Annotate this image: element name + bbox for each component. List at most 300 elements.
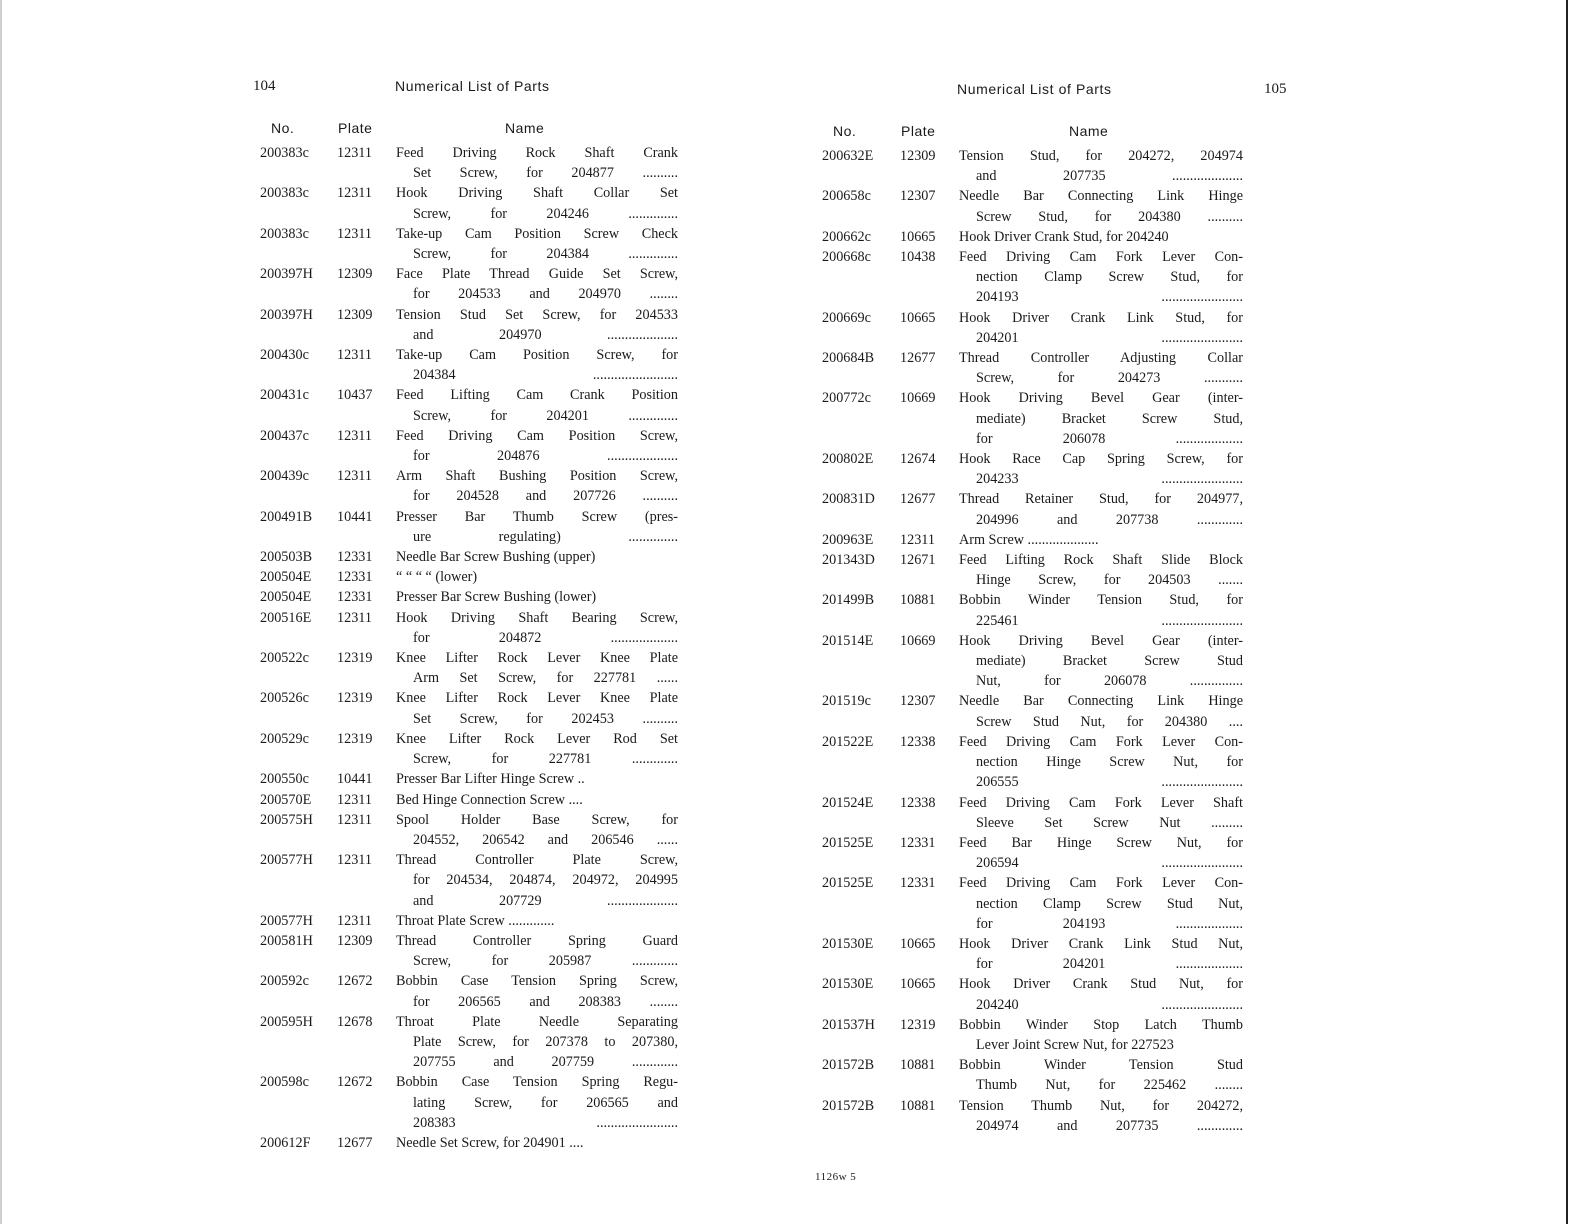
part-name-line: 204193 ....................... bbox=[976, 289, 1243, 306]
part-name-line: Screw, for 204246 .............. bbox=[413, 205, 678, 222]
table-row bbox=[260, 1012, 678, 1073]
column-header-name: Name bbox=[1069, 123, 1109, 139]
part-name-line: Tension Stud Set Screw, for 204533 bbox=[396, 306, 678, 323]
table-row bbox=[260, 810, 678, 850]
part-name-line: nection Clamp Screw Stud, for bbox=[976, 269, 1243, 286]
parts-list bbox=[260, 143, 678, 1153]
part-name-line: for 204533 and 204970 ........ bbox=[413, 286, 678, 303]
part-name-line: Bobbin Winder Tension Stud bbox=[959, 1057, 1243, 1074]
part-number: 200684B bbox=[822, 350, 875, 367]
column-header-name: Name bbox=[505, 120, 545, 136]
plate-number: 12311 bbox=[337, 185, 372, 202]
part-name-line: and 207729 .................... bbox=[413, 892, 678, 909]
part-name bbox=[396, 688, 678, 728]
plate-number: 12677 bbox=[337, 1134, 373, 1151]
part-name-line: Feed Driving Cam Fork Lever Shaft bbox=[959, 794, 1243, 811]
table-row bbox=[822, 590, 1243, 630]
plate-number: 12331 bbox=[337, 589, 373, 606]
part-name bbox=[959, 873, 1243, 934]
part-name-line: Feed Driving Cam Position Screw, bbox=[396, 427, 678, 444]
part-name-line: Thread Retainer Stud, for 204977, bbox=[959, 491, 1243, 508]
part-name bbox=[959, 348, 1243, 388]
table-row bbox=[822, 227, 1243, 247]
part-name-line: Sleeve Set Screw Nut ......... bbox=[976, 814, 1243, 831]
plate-number: 10665 bbox=[900, 309, 936, 326]
table-row bbox=[822, 348, 1243, 388]
part-name bbox=[396, 971, 678, 1011]
plate-number: 12311 bbox=[337, 347, 372, 364]
table-row bbox=[260, 264, 678, 304]
table-row bbox=[822, 308, 1243, 348]
table-row bbox=[260, 567, 678, 587]
part-name bbox=[396, 183, 678, 223]
plate-number: 12331 bbox=[900, 875, 936, 892]
part-name-line: Thread Controller Adjusting Collar bbox=[959, 350, 1243, 367]
part-name-line: Feed Driving Rock Shaft Crank bbox=[396, 145, 678, 161]
plate-number: 10881 bbox=[900, 1097, 936, 1114]
part-number: 200516E bbox=[260, 609, 312, 626]
part-name-line: Set Screw, for 204877 .......... bbox=[413, 165, 678, 182]
part-number: 200802E bbox=[822, 451, 874, 468]
plate-number: 12309 bbox=[900, 148, 936, 164]
part-name bbox=[959, 833, 1243, 873]
plate-number: 10437 bbox=[337, 387, 373, 404]
table-row bbox=[822, 974, 1243, 1014]
table-row bbox=[822, 1055, 1243, 1095]
part-number: 200529c bbox=[260, 730, 309, 747]
part-name-line: for 204193 ................... bbox=[976, 915, 1243, 932]
table-row bbox=[260, 305, 678, 345]
part-name-line: mediate) Bracket Screw Stud bbox=[976, 653, 1243, 670]
part-name bbox=[396, 264, 678, 304]
part-number: 201519c bbox=[822, 693, 871, 710]
page-title: Numerical List of Parts bbox=[957, 81, 1112, 97]
part-number: 200577H bbox=[260, 912, 313, 929]
part-name bbox=[959, 590, 1243, 630]
table-row bbox=[260, 931, 678, 971]
table-row bbox=[822, 631, 1243, 692]
part-name-line: Feed Driving Cam Fork Lever Con- bbox=[959, 733, 1243, 750]
part-name bbox=[396, 426, 678, 466]
part-number: 200662c bbox=[822, 228, 871, 245]
part-number: 200831D bbox=[822, 491, 875, 508]
part-name-line: Spool Holder Base Screw, for bbox=[396, 811, 678, 828]
part-name-line: for 204528 and 207726 .......... bbox=[413, 488, 678, 505]
part-name-line: Hook Driver Crank Stud, for 204240 bbox=[959, 228, 1169, 245]
part-name bbox=[959, 631, 1243, 692]
part-name bbox=[396, 1072, 678, 1133]
table-row bbox=[822, 530, 1243, 550]
part-name-line: Screw, for 204384 .............. bbox=[413, 246, 678, 263]
part-number: 200595H bbox=[260, 1013, 313, 1030]
part-number: 200632E bbox=[822, 148, 874, 164]
part-name-line: for 204534, 204874, 204972, 204995 bbox=[413, 872, 678, 889]
part-name-line: Hook Driving Bevel Gear (inter- bbox=[959, 632, 1243, 649]
part-name-line: Bobbin Winder Stop Latch Thumb bbox=[959, 1016, 1243, 1033]
part-name-line: Presser Bar Screw Bushing (lower) bbox=[396, 589, 597, 606]
part-number: 201572B bbox=[822, 1097, 875, 1114]
plate-number: 12307 bbox=[900, 188, 936, 205]
part-name-line: nection Hinge Screw Nut, for bbox=[976, 754, 1243, 771]
table-row bbox=[822, 388, 1243, 449]
part-name-line: Feed Driving Cam Fork Lever Con- bbox=[959, 249, 1243, 266]
part-number: 200598c bbox=[260, 1074, 309, 1091]
part-name bbox=[396, 729, 678, 769]
part-name-line: Bobbin Case Tension Spring Regu- bbox=[396, 1074, 678, 1091]
part-number: 200668c bbox=[822, 249, 871, 266]
part-name-line: Hook Driving Shaft Bearing Screw, bbox=[396, 609, 678, 626]
part-name-line: Throat Plate Screw ............. bbox=[396, 912, 555, 929]
part-number: 200522c bbox=[260, 650, 309, 667]
part-name-line: Hook Driving Bevel Gear (inter- bbox=[959, 390, 1243, 407]
part-number: 201522E bbox=[822, 733, 874, 750]
part-name bbox=[396, 345, 678, 385]
part-name bbox=[396, 1012, 678, 1073]
plate-number: 12338 bbox=[900, 733, 936, 750]
plate-number: 12331 bbox=[337, 569, 373, 586]
part-name bbox=[396, 931, 678, 971]
part-name bbox=[959, 732, 1243, 793]
part-name bbox=[959, 247, 1243, 308]
part-name-line: Hook Race Cap Spring Screw, for bbox=[959, 451, 1243, 468]
table-row bbox=[260, 850, 678, 911]
part-number: 201499B bbox=[822, 592, 875, 609]
page-number: 104 bbox=[253, 78, 276, 94]
part-name-line: Plate Screw, for 207378 to 207380, bbox=[413, 1033, 678, 1050]
part-number: 200503B bbox=[260, 549, 313, 566]
part-name-line: Feed Driving Cam Fork Lever Con- bbox=[959, 875, 1243, 892]
plate-number: 12319 bbox=[337, 730, 373, 747]
part-name-line: Needle Set Screw, for 204901 .... bbox=[396, 1134, 584, 1151]
table-row bbox=[260, 143, 678, 183]
parts-list bbox=[822, 146, 1243, 1136]
table-row bbox=[260, 587, 678, 607]
part-name bbox=[396, 385, 678, 425]
plate-number: 12311 bbox=[337, 609, 372, 626]
table-row bbox=[260, 971, 678, 1011]
plate-number: 12311 bbox=[337, 791, 372, 808]
part-name bbox=[959, 934, 1243, 974]
part-number: 200550c bbox=[260, 771, 309, 788]
part-name bbox=[959, 186, 1243, 226]
part-name-line: Throat Plate Needle Separating bbox=[396, 1013, 678, 1030]
part-name bbox=[396, 466, 678, 506]
part-name-line: Screw, for 205987 ............. bbox=[413, 953, 678, 970]
part-name-line: 204240 ....................... bbox=[976, 996, 1243, 1013]
part-name-line: Needle Bar Connecting Link Hinge bbox=[959, 693, 1243, 710]
plate-number: 12309 bbox=[337, 932, 373, 949]
part-name-line: 208383 ....................... bbox=[413, 1114, 678, 1131]
part-number: 201530E bbox=[822, 935, 874, 952]
part-name-line: Face Plate Thread Guide Set Screw, bbox=[396, 266, 678, 283]
part-number: 200772c bbox=[822, 390, 871, 407]
part-name-line: Bobbin Case Tension Spring Screw, bbox=[396, 973, 678, 990]
part-name-line: Lever Joint Screw Nut, for 227523 bbox=[976, 1036, 1174, 1053]
table-row bbox=[822, 1096, 1243, 1136]
plate-number: 12678 bbox=[337, 1013, 373, 1030]
plate-number: 12311 bbox=[337, 468, 372, 485]
table-row bbox=[260, 224, 678, 264]
plate-number: 12672 bbox=[337, 1074, 373, 1091]
part-name bbox=[959, 530, 1243, 550]
part-name-line: ure regulating) .............. bbox=[413, 528, 678, 545]
part-number: 201514E bbox=[822, 632, 874, 649]
part-name-line: Screw Stud, for 204380 .......... bbox=[976, 208, 1243, 225]
part-name-line: “ “ “ “ (lower) bbox=[396, 569, 478, 586]
part-name-line: for 206078 ................... bbox=[976, 430, 1243, 447]
part-name-line: Hook Driver Crank Stud Nut, for bbox=[959, 976, 1243, 993]
table-row bbox=[260, 183, 678, 223]
part-number: 201525E bbox=[822, 834, 874, 851]
table-row bbox=[822, 1015, 1243, 1055]
part-name-line: 204552, 206542 and 206546 ...... bbox=[413, 831, 678, 848]
part-name-line: Take-up Cam Position Screw Check bbox=[396, 225, 678, 242]
part-name-line: Hook Driving Shaft Collar Set bbox=[396, 185, 678, 202]
column-header-no: No. bbox=[833, 123, 857, 139]
part-name bbox=[396, 547, 678, 567]
part-name-line: Screw, for 227781 ............. bbox=[413, 751, 678, 768]
part-name-line: Bed Hinge Connection Screw .... bbox=[396, 791, 583, 808]
part-name bbox=[396, 608, 678, 648]
part-name-line: Tension Thumb Nut, for 204272, bbox=[959, 1097, 1243, 1114]
part-name-line: Knee Lifter Rock Lever Rod Set bbox=[396, 730, 678, 747]
table-row bbox=[260, 547, 678, 567]
part-name-line: 204384 ........................ bbox=[413, 367, 678, 384]
plate-number: 12311 bbox=[900, 531, 935, 548]
part-name-line: for 204201 ................... bbox=[976, 956, 1243, 973]
part-number: 201572B bbox=[822, 1057, 875, 1074]
part-number: 200577H bbox=[260, 852, 313, 869]
part-name-line: and 204970 .................... bbox=[413, 326, 678, 343]
table-row bbox=[260, 911, 678, 931]
part-name-line: 225461 ....................... bbox=[976, 612, 1243, 629]
part-name bbox=[396, 810, 678, 850]
plate-number: 12311 bbox=[337, 811, 372, 828]
part-name-line: 204201 ....................... bbox=[976, 329, 1243, 346]
part-number: 201343D bbox=[822, 552, 875, 569]
plate-number: 12319 bbox=[337, 650, 373, 667]
plate-number: 12319 bbox=[337, 690, 373, 707]
plate-number: 12338 bbox=[900, 794, 936, 811]
part-number: 200439c bbox=[260, 468, 309, 485]
part-name-line: Presser Bar Lifter Hinge Screw .. bbox=[396, 771, 585, 788]
part-name-line: for 204876 .................... bbox=[413, 448, 678, 465]
part-name-line: mediate) Bracket Screw Stud, bbox=[976, 410, 1243, 427]
part-name bbox=[396, 143, 678, 183]
table-row bbox=[260, 466, 678, 506]
part-number: 201537H bbox=[822, 1016, 875, 1033]
part-name bbox=[396, 769, 678, 789]
part-name bbox=[959, 793, 1243, 833]
plate-number: 12311 bbox=[337, 912, 372, 929]
column-header-plate: Plate bbox=[901, 123, 936, 139]
part-name-line: Nut, for 206078 ............... bbox=[976, 673, 1243, 690]
part-name-line: Arm Set Screw, for 227781 ...... bbox=[413, 670, 678, 687]
part-name-line: nection Clamp Screw Stud Nut, bbox=[976, 895, 1243, 912]
part-name-line: Needle Bar Connecting Link Hinge bbox=[959, 188, 1243, 205]
table-row bbox=[822, 934, 1243, 974]
plate-number: 12671 bbox=[900, 552, 936, 569]
part-name bbox=[396, 1133, 678, 1153]
table-row bbox=[260, 345, 678, 385]
part-name-line: lating Screw, for 206565 and bbox=[413, 1094, 678, 1111]
part-name bbox=[959, 974, 1243, 1014]
table-row bbox=[822, 146, 1243, 186]
plate-number: 10665 bbox=[900, 976, 936, 993]
printer-footer: 1126w 5 bbox=[815, 1171, 857, 1183]
part-name bbox=[959, 1015, 1243, 1055]
plate-number: 12677 bbox=[900, 491, 936, 508]
plate-number: 10881 bbox=[900, 1057, 936, 1074]
column-header-plate: Plate bbox=[338, 120, 373, 136]
table-row bbox=[822, 489, 1243, 529]
part-number: 200526c bbox=[260, 690, 309, 707]
part-name bbox=[396, 567, 678, 587]
part-name-line: Thread Controller Spring Guard bbox=[396, 932, 678, 949]
part-name bbox=[959, 550, 1243, 590]
part-name-line: Feed Bar Hinge Screw Nut, for bbox=[959, 834, 1243, 851]
plate-number: 10881 bbox=[900, 592, 936, 609]
part-name bbox=[396, 850, 678, 911]
page-edge-left bbox=[0, 0, 2, 1224]
part-name-line: Take-up Cam Position Screw, for bbox=[396, 347, 678, 364]
part-number: 200504E bbox=[260, 569, 312, 586]
part-name bbox=[959, 146, 1243, 186]
plate-number: 12677 bbox=[900, 350, 936, 367]
table-row bbox=[260, 426, 678, 466]
part-name bbox=[959, 227, 1243, 247]
part-name-line: Hook Driver Crank Link Stud, for bbox=[959, 309, 1243, 326]
part-number: 201524E bbox=[822, 794, 874, 811]
part-number: 200491B bbox=[260, 508, 313, 525]
part-name bbox=[959, 691, 1243, 731]
table-row bbox=[822, 449, 1243, 489]
part-name-line: Bobbin Winder Tension Stud, for bbox=[959, 592, 1243, 609]
part-name-line: Knee Lifter Rock Lever Knee Plate bbox=[396, 650, 678, 667]
part-number: 200669c bbox=[822, 309, 871, 326]
table-row bbox=[260, 507, 678, 547]
part-number: 200383c bbox=[260, 145, 309, 161]
part-number: 200612F bbox=[260, 1134, 311, 1151]
part-name bbox=[396, 507, 678, 547]
part-number: 200383c bbox=[260, 185, 309, 202]
part-name-line: Screw, for 204201 .............. bbox=[413, 407, 678, 424]
table-row bbox=[260, 608, 678, 648]
table-row bbox=[260, 729, 678, 769]
part-name-line: Thread Controller Plate Screw, bbox=[396, 852, 678, 869]
part-number: 200658c bbox=[822, 188, 871, 205]
plate-number: 10669 bbox=[900, 390, 936, 407]
table-row bbox=[822, 691, 1243, 731]
plate-number: 12311 bbox=[337, 427, 372, 444]
plate-number: 10438 bbox=[900, 249, 936, 266]
part-name-line: for 206565 and 208383 ........ bbox=[413, 993, 678, 1010]
part-name-line: Hinge Screw, for 204503 ....... bbox=[976, 572, 1243, 589]
part-name bbox=[959, 1055, 1243, 1095]
page-number: 105 bbox=[1264, 81, 1287, 97]
part-number: 200581H bbox=[260, 932, 313, 949]
plate-number: 12331 bbox=[900, 834, 936, 851]
table-row bbox=[260, 769, 678, 789]
part-number: 200437c bbox=[260, 427, 309, 444]
part-name bbox=[959, 489, 1243, 529]
plate-number: 12311 bbox=[337, 225, 372, 242]
table-row bbox=[822, 550, 1243, 590]
part-name bbox=[396, 224, 678, 264]
table-row bbox=[822, 793, 1243, 833]
table-row bbox=[260, 688, 678, 728]
part-number: 200575H bbox=[260, 811, 313, 828]
part-name bbox=[959, 449, 1243, 489]
part-name bbox=[396, 305, 678, 345]
column-header-no: No. bbox=[271, 120, 295, 136]
table-row bbox=[822, 873, 1243, 934]
table-row bbox=[822, 732, 1243, 793]
part-number: 200570E bbox=[260, 791, 312, 808]
plate-number: 12309 bbox=[337, 306, 373, 323]
part-name-line: for 204872 ................... bbox=[413, 629, 678, 646]
part-name bbox=[396, 911, 678, 931]
part-number: 200592c bbox=[260, 973, 309, 990]
part-name-line: Hook Driver Crank Link Stud Nut, bbox=[959, 935, 1243, 952]
plate-number: 10441 bbox=[337, 508, 373, 525]
plate-number: 12331 bbox=[337, 549, 373, 566]
page-title: Numerical List of Parts bbox=[395, 78, 550, 94]
part-number: 201530E bbox=[822, 976, 874, 993]
table-row bbox=[260, 648, 678, 688]
part-name-line: Arm Shaft Bushing Position Screw, bbox=[396, 468, 678, 485]
plate-number: 10441 bbox=[337, 771, 373, 788]
part-name-line: Presser Bar Thumb Screw (pres- bbox=[396, 508, 678, 525]
part-number: 201525E bbox=[822, 875, 874, 892]
part-name-line: 207755 and 207759 ............. bbox=[413, 1054, 678, 1071]
table-row bbox=[260, 1072, 678, 1133]
part-name-line: 206594 ....................... bbox=[976, 855, 1243, 872]
part-name-line: Arm Screw .................... bbox=[959, 531, 1099, 548]
part-name-line: Feed Lifting Rock Shaft Slide Block bbox=[959, 552, 1243, 569]
plate-number: 12311 bbox=[337, 852, 372, 869]
part-name-line: Screw, for 204273 ........... bbox=[976, 370, 1243, 387]
part-name-line: Screw Stud Nut, for 204380 .... bbox=[976, 713, 1243, 730]
table-row bbox=[822, 186, 1243, 226]
part-name bbox=[396, 648, 678, 688]
table-row bbox=[822, 247, 1243, 308]
plate-number: 10665 bbox=[900, 935, 936, 952]
page-edge-right bbox=[1566, 0, 1568, 1224]
plate-number: 10665 bbox=[900, 228, 936, 245]
plate-number: 10669 bbox=[900, 632, 936, 649]
plate-number: 12674 bbox=[900, 451, 936, 468]
table-row bbox=[260, 790, 678, 810]
part-number: 200397H bbox=[260, 266, 313, 283]
part-name-line: 204233 ....................... bbox=[976, 471, 1243, 488]
part-number: 200504E bbox=[260, 589, 312, 606]
part-name bbox=[396, 790, 678, 810]
plate-number: 12307 bbox=[900, 693, 936, 710]
part-name bbox=[959, 308, 1243, 348]
part-name-line: Knee Lifter Rock Lever Knee Plate bbox=[396, 690, 678, 707]
part-name-line: Feed Lifting Cam Crank Position bbox=[396, 387, 678, 404]
table-row bbox=[822, 833, 1243, 873]
plate-number: 12672 bbox=[337, 973, 373, 990]
part-name bbox=[396, 587, 678, 607]
part-number: 200430c bbox=[260, 347, 309, 364]
part-name-line: and 207735 .................... bbox=[976, 168, 1243, 185]
table-row bbox=[260, 1133, 678, 1153]
part-number: 200963E bbox=[822, 531, 874, 548]
part-number: 200431c bbox=[260, 387, 309, 404]
part-name-line: 204996 and 207738 ............. bbox=[976, 511, 1243, 528]
